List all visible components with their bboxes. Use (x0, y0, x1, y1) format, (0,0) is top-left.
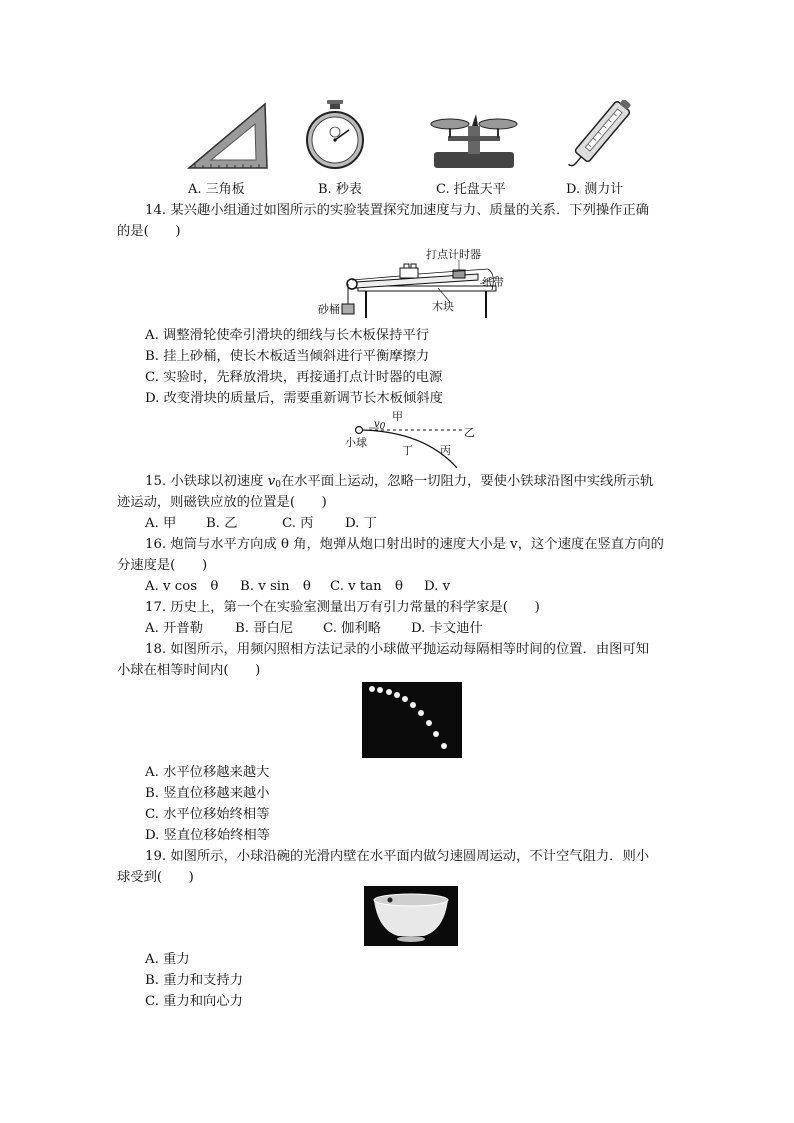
q18-option-a: A. 水平位移越来越大 (145, 765, 270, 780)
q14-label-tape: 纸带 (482, 276, 504, 289)
q15-label-yi: 乙 (464, 426, 475, 439)
q19-stem-line1: 19. 如图所示，小球沿碗的光滑内壁在水平面内做匀速圆周运动，不计空气阻力．则小 (145, 849, 650, 864)
q19-bowl-photo (364, 886, 458, 946)
q14-label-bucket: 砂桶 (318, 303, 340, 316)
q14-stem-line1: 14. 某兴趣小组通过如图所示的实验装置探究加速度与力、质量的关系．下列操作正确 (145, 203, 650, 218)
q16-option-d: D. v (424, 579, 451, 594)
q17-stem: 17. 历史上，第一个在实验室测量出万有引力常量的科学家是( ) (145, 600, 540, 615)
q15-option-b: B. 乙 (206, 516, 238, 531)
q16-option-b: B. v sin θ (240, 579, 311, 594)
stopwatch-icon (305, 100, 365, 172)
q18-stem-line1: 18. 如图所示，用频闪照相方法记录的小球做平抛运动每隔相等时间的位置．由图可知 (145, 642, 650, 657)
q19-stem-line2: 球受到( ) (117, 870, 194, 885)
q15-option-c: C. 丙 (282, 516, 314, 531)
q18-option-c: C. 水平位移始终相等 (145, 807, 270, 822)
q14-label-block: 木块 (432, 300, 454, 313)
balance-scale-icon (428, 106, 520, 170)
option-a-caption: A. 三角板 (188, 182, 245, 197)
q18-stem-line2: 小球在相等时间内( ) (117, 663, 261, 678)
q19-option-b: B. 重力和支持力 (145, 973, 244, 988)
q15-label-v0: v0 (374, 419, 386, 432)
option-d-caption: D. 测力计 (566, 182, 624, 197)
q18-option-b: B. 竖直位移越来越小 (145, 786, 270, 801)
q14-label-timer: 打点计时器 (426, 248, 481, 261)
q14-option-d: D. 改变滑块的质量后，需要重新调节长木板倾斜度 (145, 391, 443, 406)
spring-scale-icon (560, 100, 640, 172)
q15-stem-line2: 迹运动，则磁铁应放的位置是( ) (117, 495, 327, 510)
q15-label-ball: 小球 (345, 436, 367, 449)
q17-option-d: D. 卡文迪什 (411, 621, 483, 636)
q15-label-jia: 甲 (392, 410, 403, 423)
q15-option-d: D. 丁 (345, 516, 377, 531)
q17-option-b: B. 哥白尼 (235, 621, 294, 636)
q17-option-c: C. 伽利略 (323, 621, 382, 636)
q15-stem-line1: 15. 小铁球以初速度 $v_0$在水平面上运动，忽略一切阻力，要使小铁球沿图中实线所示轨 (145, 474, 654, 490)
q16-stem-line2: 分速度是( ) (117, 558, 208, 573)
q15-label-ding: 丁 (402, 444, 413, 457)
q15-option-a: A. 甲 (145, 516, 177, 531)
q16-option-a: A. v cos θ (145, 579, 219, 594)
q18-option-d: D. 竖直位移始终相等 (145, 828, 271, 843)
q19-option-c: C. 重力和向心力 (145, 994, 243, 1009)
q19-option-a: A. 重力 (145, 952, 190, 967)
q16-option-c: C. v tan θ (330, 579, 404, 594)
option-c-caption: C. 托盘天平 (436, 182, 506, 197)
q14-option-b: B. 挂上砂桶，使长木板适当倾斜进行平衡摩擦力 (145, 349, 430, 364)
q15-label-bing: 丙 (440, 444, 451, 457)
q18-strobe-photo (362, 682, 462, 758)
q14-option-a: A. 调整滑轮使牵引滑块的细线与长木板保持平行 (145, 328, 429, 343)
option-b-caption: B. 秒表 (318, 182, 362, 197)
triangle-ruler-icon (185, 100, 270, 172)
q16-stem-line1: 16. 炮筒与水平方向成 θ 角，炮弹从炮口射出时的速度大小是 v，这个速度在竖直方向的 (145, 537, 664, 552)
q17-option-a: A. 开普勒 (145, 621, 203, 636)
q14-option-c: C. 实验时，先释放滑块，再接通打点计时器的电源 (145, 370, 443, 385)
q14-stem-line2: 的是( ) (117, 224, 181, 239)
